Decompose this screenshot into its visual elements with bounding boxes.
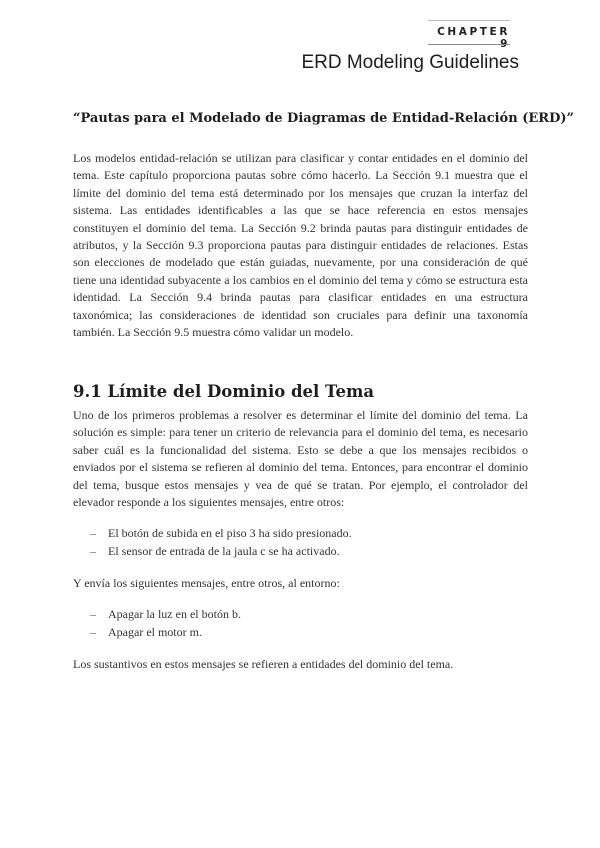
section-paragraph-3: Los sustantivos en estos mensajes se refieren a entidades del dominio del tema. [73, 657, 454, 671]
list-item: – El botón de subida en el piso 3 ha sido presionado. [90, 524, 352, 542]
header-rule-bottom [428, 44, 510, 45]
chapter-label: CHAPTER 9 [437, 26, 510, 50]
section-paragraph-2: Y envía los siguientes mensajes, entre otros, al entorno: [73, 576, 340, 590]
outgoing-messages-list [90, 605, 241, 641]
section-paragraph-1: Uno de los primeros problemas a resolver es determinar el límite del dominio del tema. La solución es simple: para tener un criterio de relevancia para el dominio del tema, es necesario saber cuál es la funcionalidad del sistema. Esto se debe a que los mensajes recibidos o enviados por el sistema se refieren al dominio del tema. Entonces, para encontrar el dominio del tema, busque estos mensajes y vea de qué se tratan. Por ejemplo, el controlador del elevador responde a los siguientes mensajes, entre otros: [73, 408, 528, 510]
list-item: – El sensor de entrada de la jaula c se ha activado. [90, 542, 352, 560]
section-title: 9.1 Límite del Dominio del Tema [73, 382, 375, 401]
intro-paragraph: Los modelos entidad-relación se utilizan para clasificar y contar entidades en el dominio del tema. Este capítulo proporciona pautas sobre cómo hacerlo. La Sección 9.1 muestra que el límite del dominio del tema está determinado por los mensajes que cruzan la interfaz del sistema. Las entidades identificables a las que se hace referencia en estos mensajes constituyen el dominio del tema. La Sección 9.2 brinda pautas para distinguir entidades de atributos, y la Sección 9.3 proporciona pautas para distinguir entidades de relaciones. Estas son elecciones de modelado que están guiadas, nuevamente, por una consideración de qué tiene una identidad subyacente a los cambios en el dominio del tema y cómo se estructura esta identidad. La Sección 9.4 brinda pautas para clasificar entidades en una estructura taxonómica; las consideraciones de identidad son cruciales para definir una taxonomía también. La Sección 9.5 muestra cómo validar un modelo. [73, 151, 528, 340]
incoming-messages-list [90, 524, 352, 560]
list-item: – Apagar la luz en el botón b. [90, 605, 241, 623]
chapter-title: ERD Modeling Guidelines [301, 52, 519, 73]
document-subtitle: “Pautas para el Modelado de Diagramas de Entidad-Relación (ERD)” [73, 111, 574, 126]
list-item: – Apagar el motor m. [90, 623, 241, 641]
header-rule-top [428, 20, 510, 21]
